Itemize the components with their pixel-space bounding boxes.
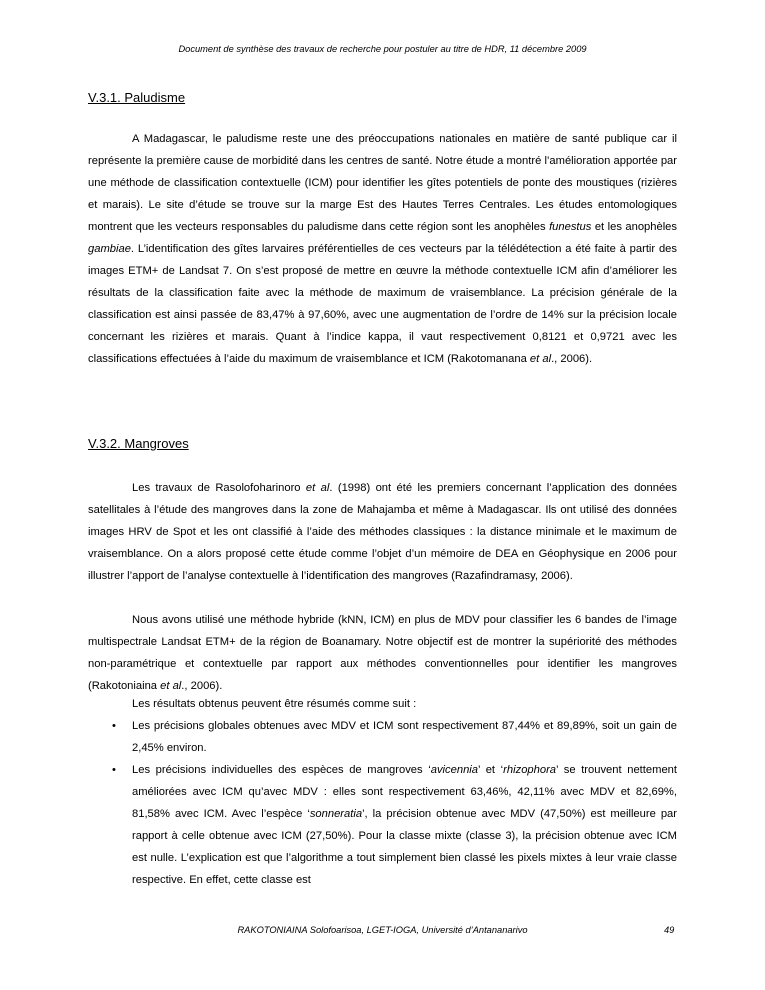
text-run: ., 2006). <box>551 353 593 365</box>
text-run: A Madagascar, le paludisme reste une des préoccupations nationales en matière de santé publique car il représente la première cause de morbidité dans les centres de santé. Notre étude a montré l’amélioration apportée par une méthode de classification contextuelle (ICM) pour identifier les gîtes potentiels de ponte des moustiques (rizières et marais). Le site d’étude se trouve sur la marge Est des Hautes Terres Centrales. Les études entomologiques montrent que les vecteurs responsables du paludisme dans cette région sont les anophèles <box>88 133 677 233</box>
italic-species: funestus <box>549 221 592 233</box>
italic-etal: et al <box>160 680 182 692</box>
italic-species: sonneratia <box>309 808 363 820</box>
results-list <box>88 715 677 891</box>
paragraph-results-intro <box>88 693 677 715</box>
text-run: ’ et ‘ <box>478 764 504 776</box>
italic-species: avicennia <box>430 764 479 776</box>
section-heading-paludisme: V.3.1. Paludisme <box>88 90 186 105</box>
text-run: Les résultats obtenus peuvent être résumés comme suit : <box>132 698 417 710</box>
footer-text: RAKOTONIAINA Solofoarisoa, LGET-IOGA, Université d’Antananarivo <box>237 925 528 935</box>
text-run: Les travaux de Rasolofoharinoro <box>132 482 306 494</box>
list-item <box>88 715 677 759</box>
list-item-text: Les précisions globales obtenues avec MDV et ICM sont respectivement 87,44% et 89,89%, soit un gain de 2,45% environ. <box>132 720 677 754</box>
italic-species: gambiae <box>88 243 131 255</box>
text-run: . (1998) ont été les premiers concernant l’application des données satellitales à l’étude des mangroves dans la zone de Mahajamba et même à Madagascar. Ils ont utilisé des données images HRV de Spot et les ont classifié à l’aide des méthodes classiques : la distance minimale et le maximum de vraisemblance. On a alors proposé cette étude comme l’objet d’un mémoire de DEA en Géophysique en 2006 pour illustrer l’apport de l’analyse contextuelle à l’identification des mangroves (Razafindramasy, 2006). <box>88 482 677 582</box>
bullet-icon: • <box>112 720 116 732</box>
text-run: . L’identification des gîtes larvaires préférentielles de ces vecteurs par la télédétection a été faite à partir des images ETM+ de Landsat 7. On s’est proposé de mettre en œuvre la méthode contextuelle ICM afin d’améliorer les résultats de la classification faite avec la méthode de maximum de vraisemblance. La précision générale de la classification est ainsi passée de 83,47% à 97,60%, avec une augmentation de l’ordre de 14% sur la précision locale concernant les rizières et marais. Quant à l’indice kappa, il vaut respectivement 0,8121 et 0,9721 avec les classifications effectuées à l’aide du maximum de vraisemblance et ICM (Rakotomanana <box>88 243 677 365</box>
italic-etal: et al <box>305 482 330 494</box>
paragraph-paludisme <box>88 128 677 370</box>
text-run: et les anophèles <box>591 221 678 233</box>
list-item <box>88 759 677 891</box>
text-run: ’, la précision obtenue avec MDV (47,50%) est meilleure par rapport à celle obtenue avec ICM (27,50%). Pour la classe mixte (classe 3), la précision obtenue avec ICM est nulle. L’explication est que l’algorithme a tout simplement bien classé les pixels mixtes à leur vraie classe respective. En effet, cette classe est <box>132 808 677 886</box>
text-run: ., 2006). <box>181 680 223 692</box>
page-header: Document de synthèse des travaux de recherche pour postuler au titre de HDR, 11 décembre 2009 <box>178 44 587 54</box>
italic-species: rhizophora <box>503 764 557 776</box>
text-run: Les précisions individuelles des espèces de mangroves ‘ <box>132 764 431 776</box>
italic-etal: et al <box>529 353 552 365</box>
section-heading-mangroves: V.3.2. Mangroves <box>88 436 189 451</box>
text-run: Nous avons utilisé une méthode hybride (kNN, ICM) en plus de MDV pour classifier les 6 bandes de l’image multispectrale Landsat ETM+ de la région de Boanamary. Notre objectif est de montrer la supériorité des méthodes non-paramétrique et contextuelle par rapport aux méthodes conventionnelles pour identifier les mangroves (Rakotoniaina <box>88 614 677 692</box>
text-run: ’ se trouvent nettement améliorées avec ICM qu’avec MDV : elles sont respectivement 63,46%, 42,11% avec MDV et 82,69%, 81,58% avec ICM. Avec l’espèce ‘ <box>132 764 677 820</box>
paragraph-mangroves-2 <box>88 609 677 697</box>
page-number: 49 <box>664 925 675 935</box>
paragraph-mangroves-1 <box>88 477 677 587</box>
bullet-icon: • <box>112 764 116 776</box>
